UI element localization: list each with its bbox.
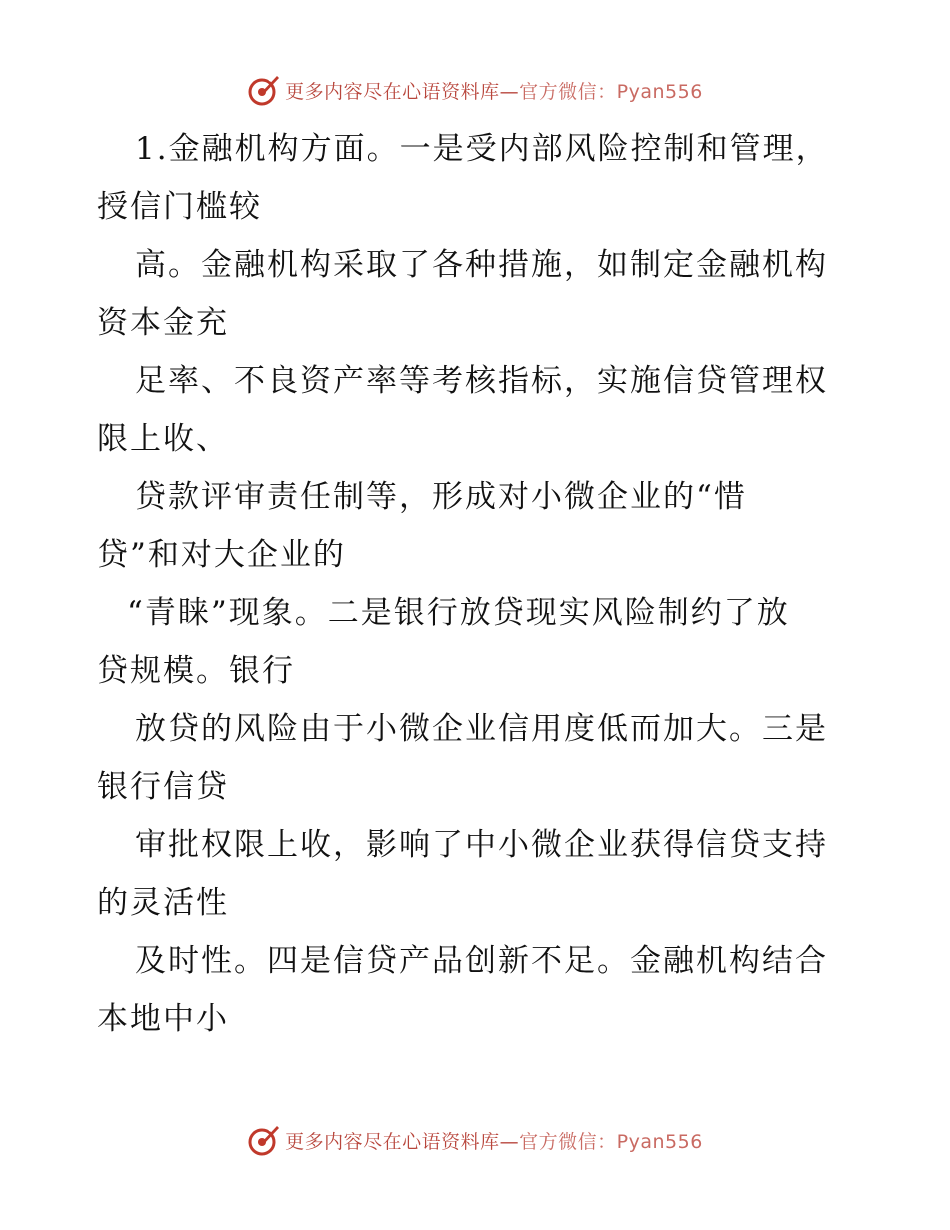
text-line: 资本金充: [97, 305, 229, 341]
header-banner: [0, 70, 950, 110]
text-line: 限上收、: [97, 421, 229, 457]
banner-main-text: 更多内容尽在心语资料库: [285, 1130, 500, 1153]
text-line: 本地中小: [97, 1001, 229, 1037]
banner-text: [285, 77, 703, 104]
banner-separator: —: [499, 1130, 520, 1153]
text-line: 授信门槛较: [97, 189, 262, 225]
text-line: 审批权限上收，影响了中小微企业获得信贷支持: [135, 827, 828, 863]
banner-main-text: 更多内容尽在心语资料库: [285, 80, 500, 103]
text-line: 放贷的风险由于小微企业信用度低而加大。三是: [135, 711, 828, 747]
text-line: 贷”和对大企业的: [97, 537, 346, 573]
text-line: 贷款评审责任制等，形成对小微企业的“惜: [135, 479, 747, 515]
text-line: “青睐”现象。二是银行放贷现实风险制约了放: [127, 595, 790, 631]
banner-separator: —: [499, 80, 520, 103]
text-line: 银行信贷: [97, 769, 229, 805]
text-line: 高。金融机构采取了各种措施，如制定金融机构: [135, 247, 828, 283]
banner-wechat-text: 官方微信：Pyan556: [519, 1130, 703, 1153]
quill-pen-logo-icon: [247, 73, 281, 107]
quill-pen-logo-icon: [247, 1123, 281, 1157]
document-body: [97, 120, 857, 1048]
text-line: 1.金融机构方面。一是受内部风险控制和管理，: [135, 131, 829, 167]
footer-banner: [0, 1120, 950, 1160]
text-line: 贷规模。银行: [97, 653, 295, 689]
text-line: 及时性。四是信贷产品创新不足。金融机构结合: [135, 943, 828, 979]
text-line: 足率、不良资产率等考核指标，实施信贷管理权: [135, 363, 828, 399]
text-line: 的灵活性: [97, 885, 229, 921]
banner-wechat-text: 官方微信：Pyan556: [519, 80, 703, 103]
banner-text: [285, 1127, 703, 1154]
